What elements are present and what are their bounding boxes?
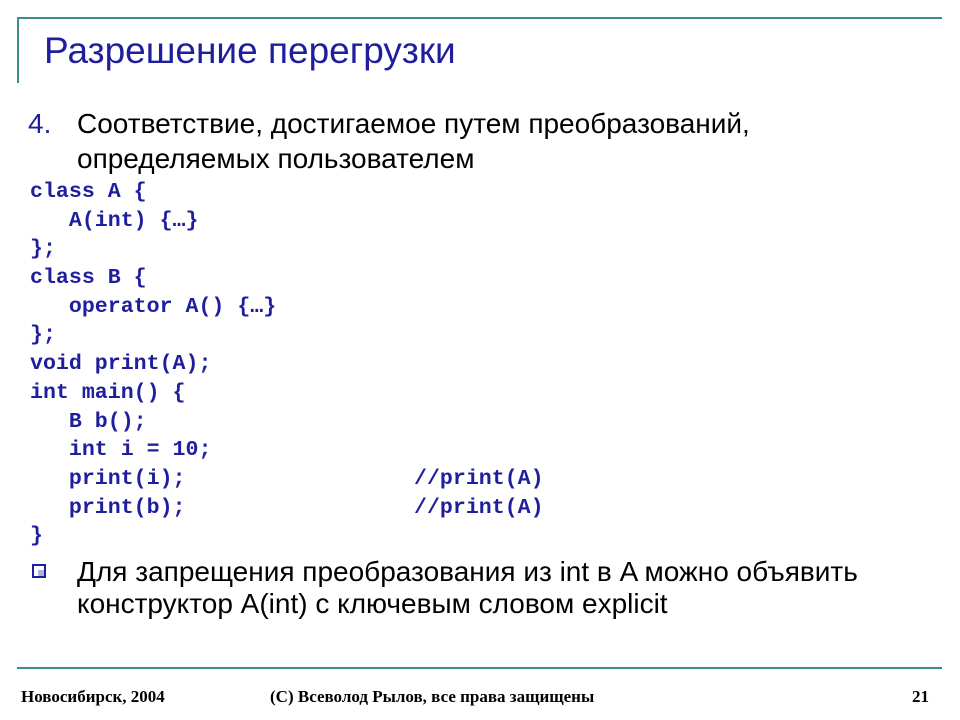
left-rule bbox=[17, 17, 19, 83]
code-text: int main() { bbox=[30, 380, 186, 405]
checkbox-bullet-icon bbox=[32, 564, 46, 578]
code-comment: //print(A) bbox=[414, 466, 544, 491]
item-text: Соответствие, достигаемое путем преобразований, определяемых пользователем bbox=[77, 108, 750, 174]
code-text: int i = 10; bbox=[30, 438, 212, 463]
footer-copyright: (C) Всеволод Рылов, все права защищены bbox=[270, 687, 595, 706]
code-text: operator A() {…} bbox=[30, 294, 277, 319]
bottom-rule bbox=[17, 667, 942, 669]
code-text: B b(); bbox=[30, 409, 147, 434]
code-text: } bbox=[30, 524, 43, 549]
code-text: void print(A); bbox=[30, 352, 212, 377]
code-comment: //print(A) bbox=[414, 495, 544, 520]
code-text: class B { bbox=[30, 266, 147, 291]
slide-title: Разрешение перегрузки bbox=[44, 30, 456, 71]
code-text: A(int) {…} bbox=[30, 208, 199, 233]
footer-location: Новосибирск, 2004 bbox=[21, 687, 165, 706]
code-text: }; bbox=[30, 237, 56, 262]
code-text: print(b); bbox=[30, 495, 186, 520]
page-number: 21 bbox=[912, 687, 929, 706]
code-text: print(i); bbox=[30, 466, 186, 491]
code-text: }; bbox=[30, 323, 56, 348]
code-text: class A { bbox=[30, 180, 147, 204]
item-number: 4. bbox=[28, 108, 52, 139]
top-rule bbox=[17, 17, 942, 19]
bullet-text: Для запрещения преобразования из int в A можно объявить конструктор A(int) с ключевым словом explicit bbox=[77, 556, 858, 619]
